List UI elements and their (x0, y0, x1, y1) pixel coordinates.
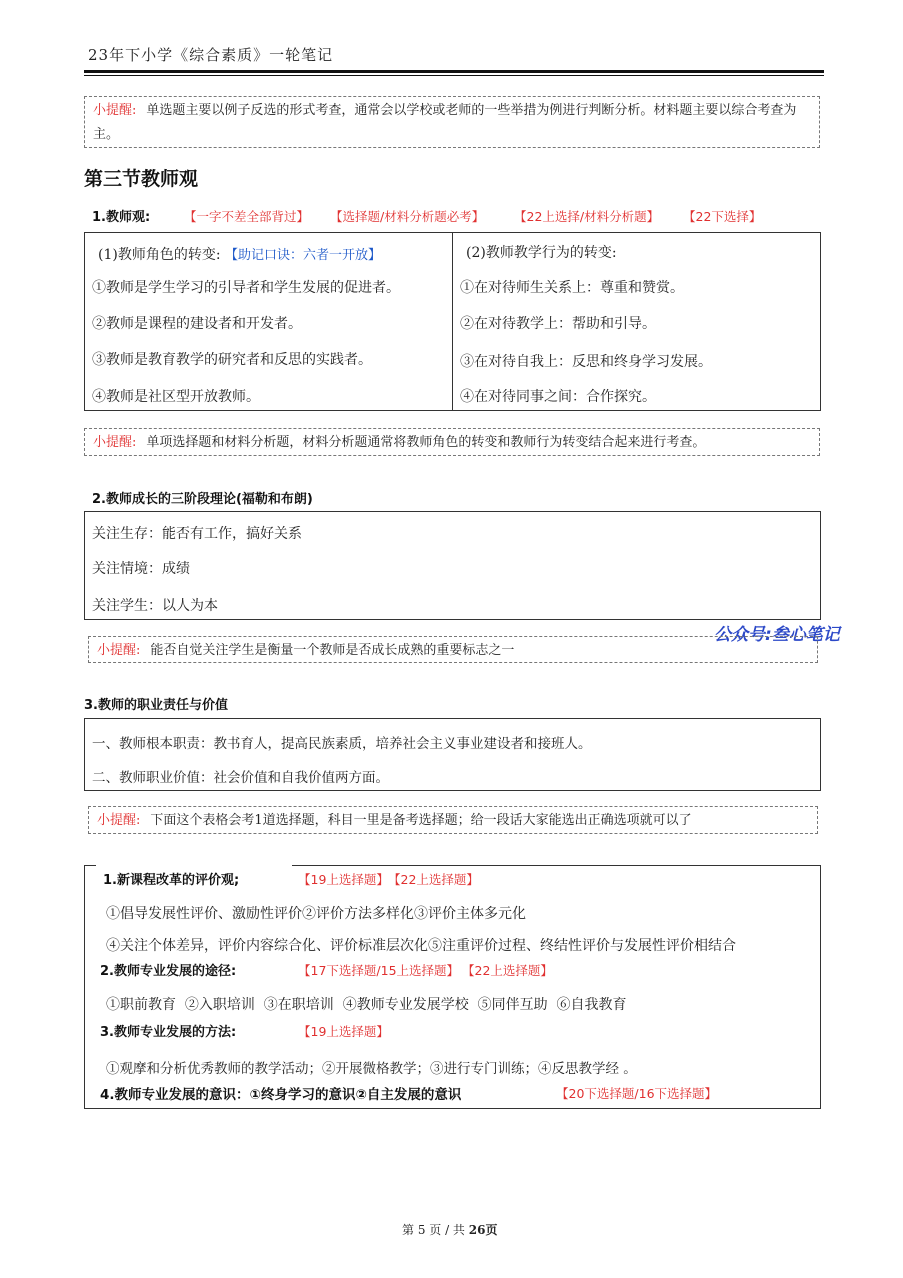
tip-label: 小提醒: (97, 813, 141, 828)
tip-box-4 (88, 806, 818, 834)
row-line: ①倡导发展性评价、激励性评价②评价方法多样化③评价主体多元化 (106, 906, 526, 922)
tip-text: 单选题主要以例子反选的形式考查，通常会以学校或老师的一些举措为例进行判断分析。材料题主要以综合考查为主。 (93, 103, 797, 142)
list-item: ②在对待教学上：帮助和引导。 (460, 316, 656, 332)
row-heading: 1.新课程改革的评价观; (103, 873, 240, 888)
list-item: 一、教师根本职责：教书育人，提高民族素质，培养社会主义事业建设者和接班人。 (92, 736, 592, 752)
row-line: ①观摩和分析优秀教师的教学活动；②开展微格教学；③进行专门训练；④反思教学经 。 (106, 1061, 637, 1077)
header-rule-thin (84, 75, 824, 76)
section-title: 第三节教师观 (84, 168, 199, 190)
exam-tag: 【选择题/材料分析题必考】 (330, 209, 485, 224)
tip-text: 单项选择题和材料分析题，材料分析题通常将教师角色的转变和教师行为转变结合起来进行考查。 (146, 435, 706, 450)
row-line: ④关注个体差异，评价内容综合化、评价标准层次化⑤注重评价过程、终结性评价与发展性评价相结合 (106, 938, 736, 954)
right-column-title: (2)教师教学行为的转变: (466, 245, 617, 261)
list-item: ④在对待同事之间：合作探究。 (460, 389, 656, 405)
row-heading: 2.教师专业发展的途径: (100, 964, 237, 979)
exam-tag: 【19上选择题】 (298, 872, 389, 887)
tip-text: 下面这个表格会考1道选择题，科目一里是备考选择题；给一段话大家能选出正确选项就可以了 (150, 813, 692, 828)
table-divider (452, 232, 453, 411)
list-item: ③教师是教育教学的研究者和反思的实践者。 (92, 352, 372, 368)
list-item: ①在对待师生关系上：尊重和赞赏。 (460, 280, 684, 296)
list-item: ③在对待自我上：反思和终身学习发展。 (460, 354, 712, 370)
exam-tag: 【一字不差全部背过】 (184, 209, 310, 224)
row-line: ①职前教育 ②入职培训 ③在职培训 ④教师专业发展学校 ⑤同伴互助 ⑥自我教育 (106, 997, 627, 1013)
tip-box-3 (88, 636, 818, 663)
exam-tag: 【22下选择】 (683, 209, 762, 224)
header-rule (84, 70, 824, 73)
tip-label: 小提醒: (93, 103, 137, 118)
list-item: 关注学生：以人为本 (92, 598, 218, 614)
exam-tag: 【22上选择题】 (462, 963, 553, 978)
exam-tag: 【22上选择题】 (388, 872, 479, 887)
exam-tag: 【19上选择题】 (298, 1024, 389, 1039)
exam-tag: 【22上选择/材料分析题】 (514, 209, 660, 224)
exam-tag: 【17下选择题/15上选择题】 (298, 963, 460, 978)
table-gap (96, 860, 292, 868)
list-item: ①教师是学生学习的引导者和学生发展的促进者。 (92, 280, 400, 296)
tip-text: 能否自觉关注学生是衡量一个教师是否成长成熟的重要标志之一 (150, 643, 515, 658)
row-heading: 3.教师专业发展的方法: (100, 1025, 237, 1040)
mnemonic: 【助记口诀：六者一开放】 (225, 248, 382, 263)
tip-box-1 (84, 96, 820, 148)
page-number: 第 5 页 / 共 26页 (402, 1223, 498, 1237)
exam-tag: 【20下选择题/16下选择题】 (556, 1086, 718, 1101)
heading-responsibility: 3.教师的职业责任与价值 (84, 698, 228, 713)
heading-teacher-growth: 2.教师成长的三阶段理论(福勒和布朗) (92, 492, 313, 507)
document-header-title: 23年下小学《综合素质》一轮笔记 (88, 46, 334, 64)
list-item: 关注情境：成绩 (92, 561, 190, 577)
list-item: 二、教师职业价值：社会价值和自我价值两方面。 (92, 770, 389, 786)
tip-label: 小提醒: (93, 435, 137, 450)
tip-label: 小提醒: (97, 643, 141, 658)
row-heading: 4.教师专业发展的意识：①终身学习的意识②自主发展的意识 (100, 1087, 462, 1103)
tip-box-2 (84, 428, 820, 456)
left-column-title: (1)教师角色的转变: 【助记口诀：六者一开放】 (98, 247, 382, 263)
list-item: 关注生存：能否有工作，搞好关系 (92, 526, 302, 542)
heading-teacher-view: 1.教师观: (92, 210, 151, 225)
list-item: ④教师是社区型开放教师。 (92, 389, 260, 405)
list-item: ②教师是课程的建设者和开发者。 (92, 316, 302, 332)
watermark: 公众号:叁心笔记 (714, 625, 840, 645)
